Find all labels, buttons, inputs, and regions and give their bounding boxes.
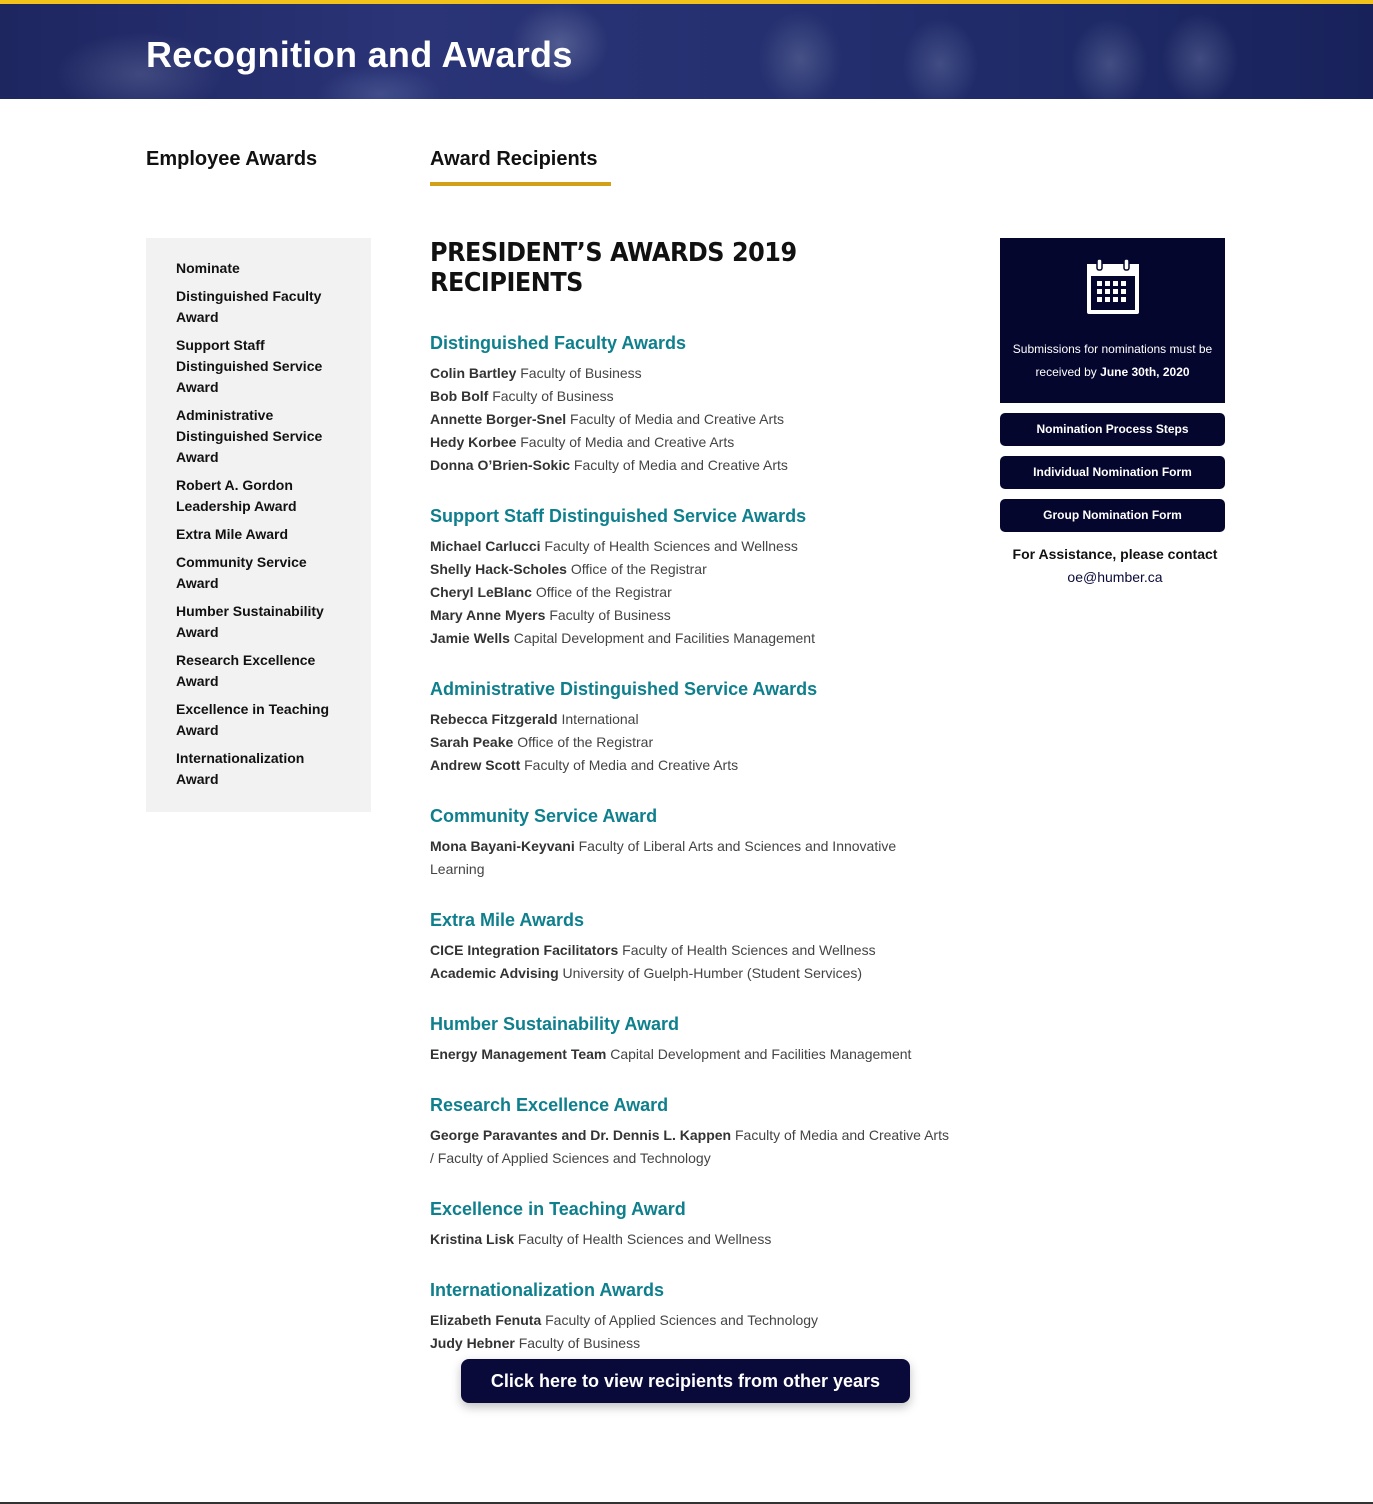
award-section	[430, 332, 950, 477]
tab-employee-awards[interactable]: Employee Awards	[146, 148, 318, 170]
recipient-name: Mona Bayani-Keyvani	[430, 838, 575, 854]
recipient-name: Donna O’Brien-Sokic	[430, 457, 571, 473]
sidebar-nav	[146, 238, 371, 812]
award-section	[430, 1094, 950, 1170]
award-section	[430, 505, 950, 650]
section-title: Humber Sustainability Award	[430, 1014, 680, 1034]
section-title: Excellence in Teaching Award	[430, 1199, 686, 1219]
recipient-row	[430, 581, 950, 604]
recipient-dept: Faculty of Liberal Arts and Sciences and Innovative Learning	[430, 838, 897, 877]
award-section	[430, 1279, 950, 1355]
recipient-dept: Faculty of Business	[520, 365, 642, 381]
section-title: Community Service Award	[430, 806, 658, 826]
recipient-dept: Faculty of Business	[549, 607, 671, 623]
recipient-dept: International	[561, 711, 639, 727]
main-content	[430, 238, 950, 1383]
section-title: Research Excellence Award	[430, 1095, 669, 1115]
recipient-dept: Faculty of Applied Sciences and Technology	[545, 1312, 819, 1328]
recipient-name: Bob Bolf	[430, 388, 489, 404]
sidebar-item-administrative[interactable]: Administrative Distinguished Service Award	[176, 407, 323, 465]
recipient-dept: Faculty of Health Sciences and Wellness	[622, 942, 876, 958]
recipient-name: Elizabeth Fenuta	[430, 1312, 542, 1328]
assistance-contact	[1000, 543, 1230, 589]
deadline-text	[1008, 338, 1217, 384]
recipient-row	[430, 708, 950, 731]
recipient-name: Judy Hebner	[430, 1335, 515, 1351]
deadline-notice	[1000, 238, 1225, 403]
recipient-dept: Office of the Registrar	[517, 734, 654, 750]
section-title: Distinguished Faculty Awards	[430, 333, 687, 353]
sidebar-item-gordon-leadership[interactable]: Robert A. Gordon Leadership Award	[176, 477, 297, 514]
sidebar-item-research-excellence[interactable]: Research Excellence Award	[176, 652, 316, 689]
recipient-name: Colin Bartley	[430, 365, 517, 381]
tab-award-recipients[interactable]: Award Recipients	[430, 148, 611, 186]
recipient-row	[430, 454, 950, 477]
deadline-message: Submissions for nominations must be received by	[1012, 342, 1213, 379]
recipient-name: George Paravantes and Dr. Dennis L. Kappen	[430, 1127, 732, 1143]
award-section	[430, 805, 950, 881]
sidebar-item-internationalization[interactable]: Internationalization Award	[176, 750, 305, 787]
recipient-dept: Faculty of Media and Creative Arts	[524, 757, 739, 773]
sidebar-item-nominate[interactable]: Nominate	[176, 260, 240, 276]
award-section	[430, 909, 950, 985]
individual-nomination-form-button[interactable]: Individual Nomination Form	[1000, 456, 1225, 489]
recipient-dept: University of Guelph-Humber (Student Services)	[562, 965, 863, 981]
calendar-icon	[1085, 258, 1141, 316]
recipient-row	[430, 835, 950, 881]
recipient-row	[430, 939, 950, 962]
recipient-name: Sarah Peake	[430, 734, 514, 750]
recipient-row	[430, 1228, 950, 1251]
recipient-dept: Faculty of Health Sciences and Wellness	[517, 1231, 772, 1247]
deadline-date: June 30th, 2020	[1100, 365, 1190, 379]
recipient-dept: Office of the Registrar	[570, 561, 707, 577]
sidebar-item-sustainability[interactable]: Humber Sustainability Award	[176, 603, 324, 640]
recipient-dept: Capital Development and Facilities Management	[610, 1046, 912, 1062]
sidebar-item-teaching-excellence[interactable]: Excellence in Teaching Award	[176, 701, 330, 738]
recipient-row	[430, 1309, 950, 1332]
recipient-name: Annette Borger-Snel	[430, 411, 567, 427]
recipient-name: Jamie Wells	[430, 630, 510, 646]
recipient-row	[430, 408, 950, 431]
recipient-row	[430, 962, 950, 985]
assistance-email-link[interactable]: oe@humber.ca	[1067, 569, 1163, 585]
recipient-dept: Faculty of Media and Creative Arts	[520, 434, 735, 450]
recipient-dept: Faculty of Media and Creative Arts	[570, 411, 785, 427]
recipient-name: Michael Carlucci	[430, 538, 541, 554]
view-other-years-button[interactable]: Click here to view recipients from other years	[461, 1359, 910, 1403]
recipient-dept: Faculty of Health Sciences and Wellness	[544, 538, 798, 554]
nomination-process-steps-button[interactable]: Nomination Process Steps	[1000, 413, 1225, 446]
group-nomination-form-button[interactable]: Group Nomination Form	[1000, 499, 1225, 532]
section-title: Internationalization Awards	[430, 1280, 665, 1300]
page-title: Recognition and Awards	[146, 34, 573, 75]
recipient-row	[430, 731, 950, 754]
recipient-row	[430, 431, 950, 454]
recipient-row	[430, 385, 950, 408]
hero-banner	[0, 4, 1373, 99]
recipient-row	[430, 1124, 950, 1170]
recipient-dept: Faculty of Media and Creative Arts	[573, 457, 788, 473]
recipient-row	[430, 362, 950, 385]
recipient-row	[430, 754, 950, 777]
recipient-name: Mary Anne Myers	[430, 607, 546, 623]
section-title: Extra Mile Awards	[430, 910, 585, 930]
sidebar-item-support-staff[interactable]: Support Staff Distinguished Service Award	[176, 337, 323, 395]
recipient-dept: Office of the Registrar	[535, 584, 672, 600]
recipient-name: Rebecca Fitzgerald	[430, 711, 558, 727]
award-section	[430, 678, 950, 777]
recipients-heading: PRESIDENT’S AWARDS 2019 RECIPIENTS	[430, 238, 797, 298]
recipient-row	[430, 627, 950, 650]
recipient-dept: Faculty of Business	[518, 1335, 641, 1351]
section-title: Support Staff Distinguished Service Awards	[430, 506, 807, 526]
recipient-name: CICE Integration Facilitators	[430, 942, 619, 958]
recipient-name: Cheryl LeBlanc	[430, 584, 532, 600]
recipient-row	[430, 604, 950, 627]
recipient-row	[430, 1332, 950, 1355]
recipient-dept: Faculty of Media and Creative Arts / Faculty of Applied Sciences and Technology	[430, 1127, 949, 1166]
section-title: Administrative Distinguished Service Awards	[430, 679, 818, 699]
recipient-name: Hedy Korbee	[430, 434, 517, 450]
recipient-name: Energy Management Team	[430, 1046, 607, 1062]
recipient-row	[430, 558, 950, 581]
recipient-dept: Capital Development and Facilities Management	[513, 630, 815, 646]
sidebar-item-distinguished-faculty[interactable]: Distinguished Faculty Award	[176, 288, 322, 325]
sidebar-item-extra-mile[interactable]: Extra Mile Award	[176, 526, 289, 542]
award-section	[430, 1013, 950, 1066]
recipient-name: Shelly Hack-Scholes	[430, 561, 567, 577]
recipient-name: Academic Advising	[430, 965, 559, 981]
recipient-row	[430, 535, 950, 558]
recipient-name: Andrew Scott	[430, 757, 521, 773]
assistance-label: For Assistance, please contact	[1012, 546, 1218, 562]
sidebar-item-community-service[interactable]: Community Service Award	[176, 554, 307, 591]
recipient-dept: Faculty of Business	[492, 388, 614, 404]
recipient-row	[430, 1043, 950, 1066]
award-section	[430, 1198, 950, 1251]
recipient-name: Kristina Lisk	[430, 1231, 515, 1247]
